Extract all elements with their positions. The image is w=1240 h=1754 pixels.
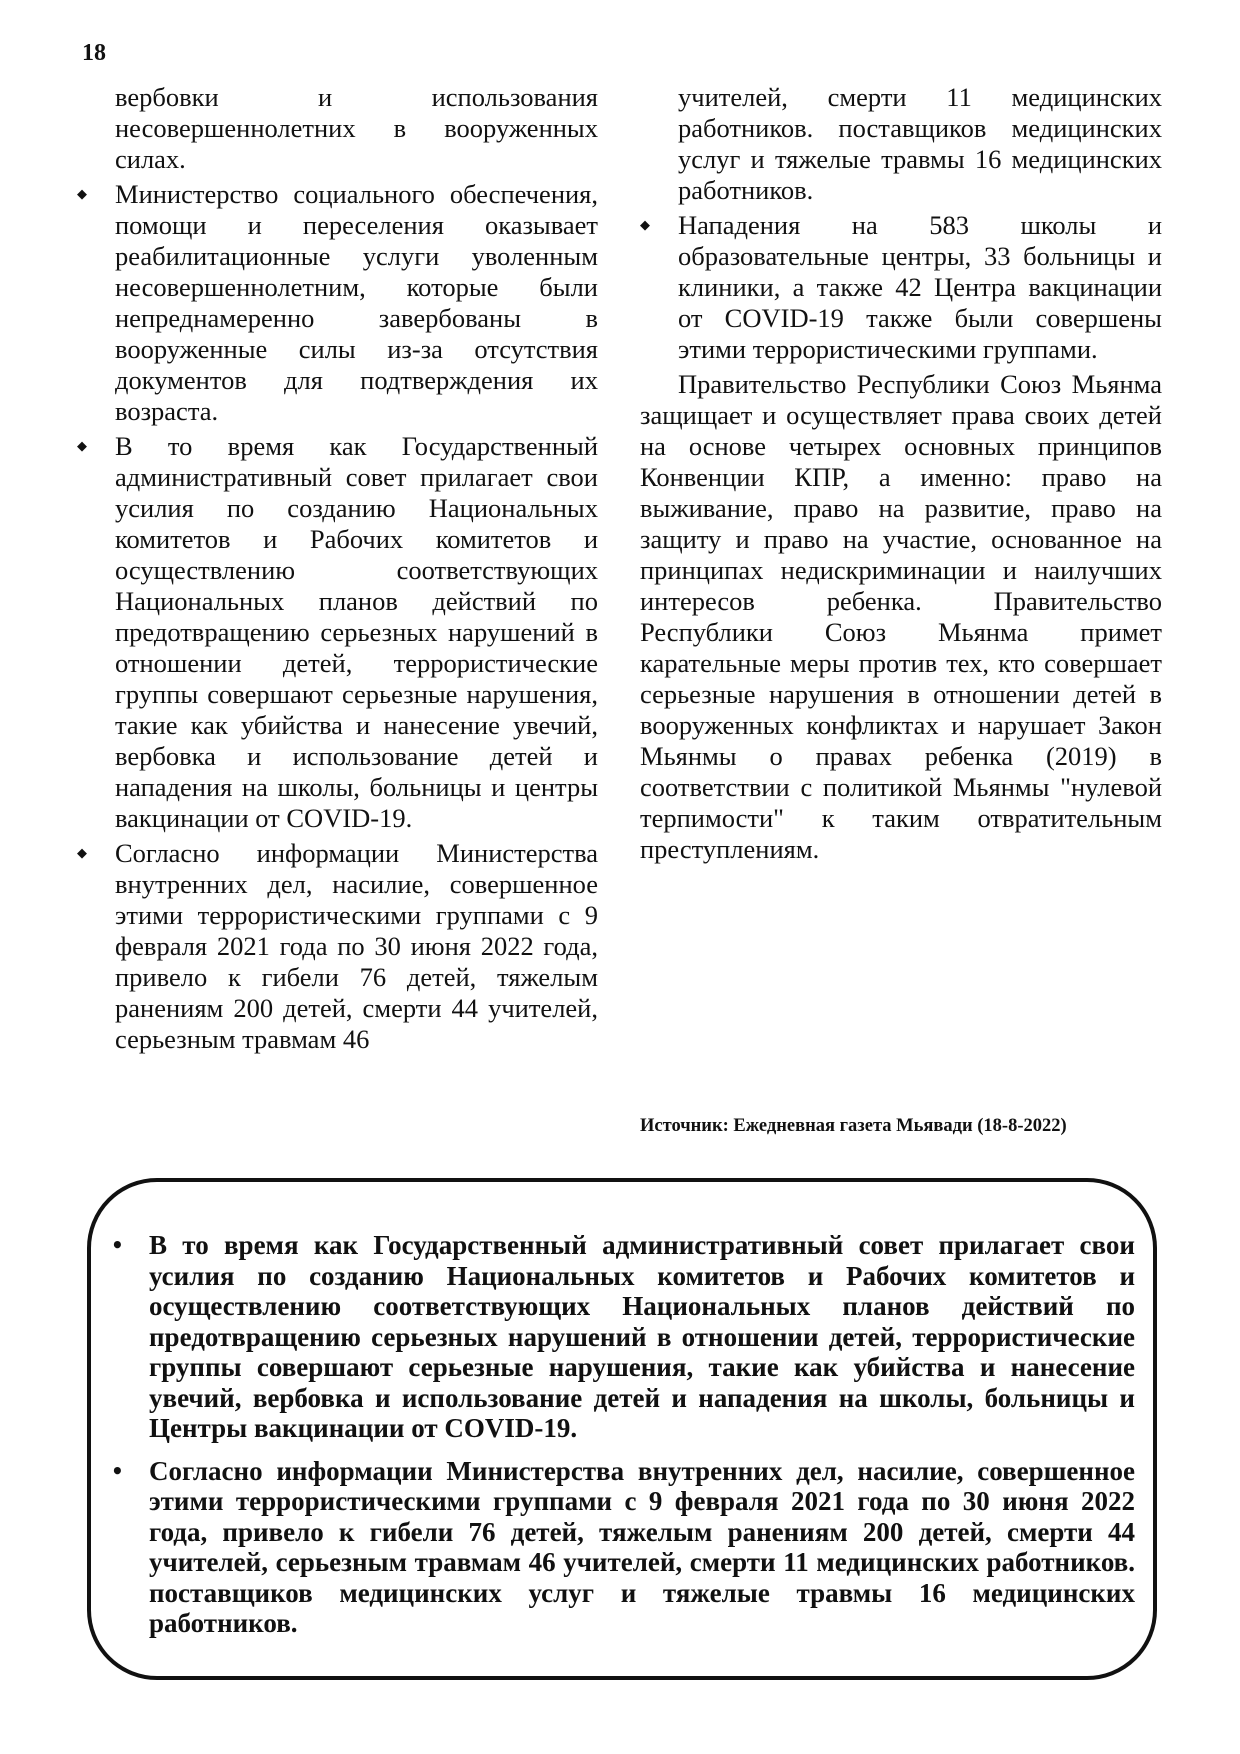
list-item-text: вербовки и использования несовершеннолетних в вооруженных силах. xyxy=(115,82,598,174)
summary-callout-box xyxy=(87,1178,1157,1680)
list-item xyxy=(77,431,598,834)
round-bullet-icon: • xyxy=(111,1233,124,1257)
callout-item xyxy=(105,1230,1135,1444)
callout-item xyxy=(105,1456,1135,1639)
list-item-continuation xyxy=(77,82,598,175)
list-item-text: Министерство социального обеспечения, помощи и переселения оказывает реабилитационные услуги уволенным несовершеннолетним, которые были непреднамеренно завербованы в вооруженные силы из-за отсутствия документов для подтверждения их возраста. xyxy=(115,179,598,426)
list-item xyxy=(640,210,1162,365)
right-bullet-list xyxy=(640,82,1162,365)
left-bullet-list xyxy=(77,82,598,1055)
list-item-text: учителей, смерти 11 медицинских работников. поставщиков медицинских услуг и тяжелые травмы 16 медицинских работников. xyxy=(678,82,1162,205)
list-item-continuation xyxy=(640,82,1162,206)
round-bullet-icon: • xyxy=(111,1458,124,1483)
list-item-text: В то время как Государственный административный совет прилагает свои усилия по созданию Национальных комитетов и Рабочих комитетов и осуществлению соответствующих Национальных планов действий по предотвращению серьезных нарушений в отношении детей, террористические группы совершают серьезные нарушения, такие как убийства и нанесение увечий, вербовка и использование детей и нападения на школы, больницы и центры вакцинации от COVID-19. xyxy=(115,431,598,833)
list-item-text: Нападения на 583 школы и образовательные центры, 33 больницы и клиники, а также 42 Центра вакцинации от COVID-19 также были совершены этими террористическими группами. xyxy=(678,210,1162,364)
right-column xyxy=(640,82,1162,865)
diamond-bullet-icon: ◆ xyxy=(77,846,87,861)
diamond-bullet-icon: ◆ xyxy=(640,218,650,233)
diamond-bullet-icon: ◆ xyxy=(77,439,87,454)
left-column xyxy=(77,82,598,1059)
callout-item-text: Согласно информации Министерства внутренних дел, насилие, совершенное этими террористическими группами с 9 февраля 2021 года по 30 июня 2022 года, привело к гибели 76 детей, тяжелым ранениям 200 детей, смерти 44 учителей, серьезным травмам 46 учителей, смерти 11 медицинских работников. поставщиков медицинских услуг и тяжелые травмы 16 медицинских работников. xyxy=(149,1455,1135,1638)
list-item xyxy=(77,838,598,1055)
page-number: 18 xyxy=(82,40,106,66)
callout-bullet-list xyxy=(105,1230,1135,1651)
source-citation: Источник: Ежедневная газета Мьявади (18-8-2022) xyxy=(640,1116,1067,1136)
callout-item-text: В то время как Государственный административный совет прилагает свои усилия по созданию Национальных комитетов и Рабочих комитетов и осуществлению соответствующих Национальных планов действий по предотвращению серьезных нарушений в отношении детей, террористические группы совершают серьезные нарушения, такие как убийства и нанесение увечий, вербовка и использование детей и нападения на школы, больницы и Центры вакцинации от COVID-19. xyxy=(149,1230,1135,1443)
diamond-bullet-icon: ◆ xyxy=(77,187,87,202)
list-item-text: Согласно информации Министерства внутренних дел, насилие, совершенное этими террористическими группами с 9 февраля 2021 года по 30 июня 2022 года, привело к гибели 76 детей, тяжелым ранениям 200 детей, смерти 44 учителей, серьезным травмам 46 xyxy=(115,838,598,1054)
body-paragraph: Правительство Республики Союз Мьянма защищает и осуществляет права своих детей на основе четырех основных принципов Конвенции КПР, а именно: право на выживание, право на развитие, право на защиту и право на участие, основанное на принципах недискриминации и наилучших интересов ребенка. Правительство Республики Союз Мьянма примет карательные меры против тех, кто совершает серьезные нарушения в отношении детей в вооруженных конфликтах и нарушает Закон Мьянмы о правах ребенка (2019) в соответствии с политикой Мьянмы "нулевой терпимости" к таким отвратительным преступлениям. xyxy=(640,369,1162,864)
list-item xyxy=(77,179,598,427)
